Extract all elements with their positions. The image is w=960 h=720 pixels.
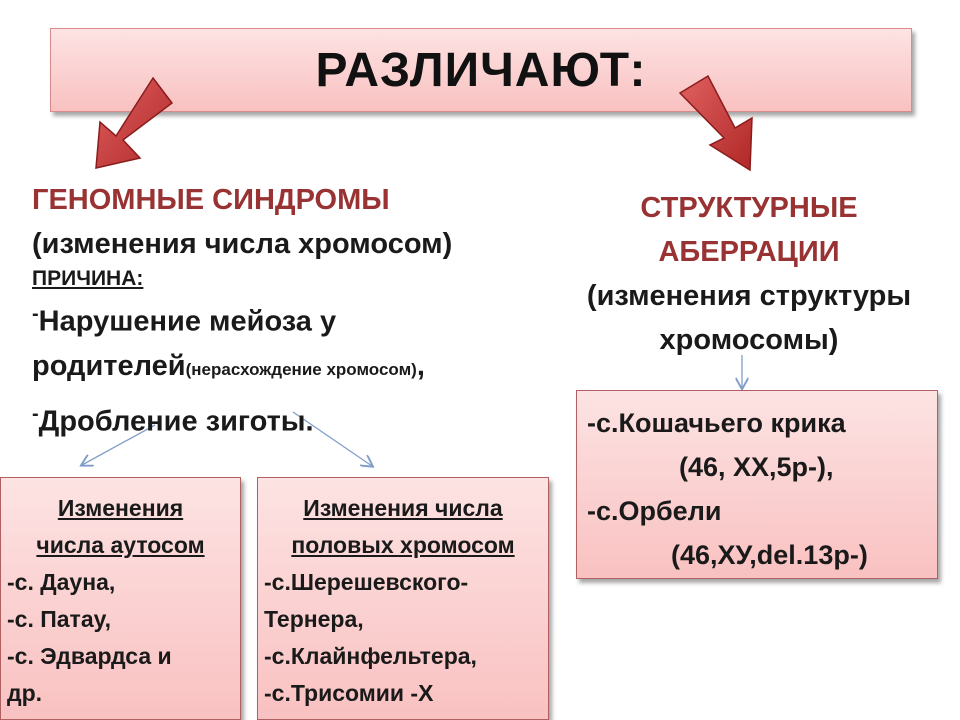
autosome-item: др. <box>7 680 43 706</box>
sex-item: -с.Клайнфельтера, <box>264 643 477 669</box>
arrow-left-icon <box>96 78 172 168</box>
bullet-zygote <box>32 392 572 444</box>
sex-item: -с.Трисомии -Х <box>264 680 434 706</box>
bullet-parents-note: (нерасхождение хромосом) <box>185 359 417 379</box>
autosome-heading-2: числа аутосом <box>36 532 205 558</box>
struct-item: -с.Кошачьего крика <box>587 408 846 438</box>
bullet-parents <box>32 344 572 392</box>
genomic-syndromes-block <box>32 178 572 443</box>
genomic-subtitle: (изменения числа хромосом) <box>32 228 453 260</box>
autosome-item: -с. Дауна, <box>7 569 116 595</box>
bullet-meiosis <box>32 292 572 344</box>
arrow-right-icon <box>680 76 752 170</box>
bullet-dash: - <box>32 402 39 425</box>
autosome-heading-1: Изменения <box>57 495 184 521</box>
structural-subtitle-2: хромосомы) <box>659 324 839 356</box>
bullet-meiosis-text: Нарушение мейоза у <box>38 305 337 338</box>
structural-heading-2: АБЕРРАЦИИ <box>658 236 840 268</box>
bullet-zygote-text: Дробление зиготы. <box>38 405 314 438</box>
sex-chromosome-changes-box <box>257 477 549 720</box>
genomic-heading: ГЕНОМНЫЕ СИНДРОМЫ <box>32 184 390 216</box>
sex-heading-1: Изменения числа <box>303 495 503 521</box>
structural-examples-box <box>576 390 938 579</box>
structural-heading-1: СТРУКТУРНЫЕ <box>640 192 858 224</box>
sex-heading-2: половых хромосом <box>291 532 515 558</box>
bullet-parents-text: родителей <box>32 349 186 382</box>
sex-item: -с.Шерешевского- <box>264 569 469 595</box>
structural-subtitle-1: (изменения структуры <box>586 280 912 312</box>
autosome-changes-box <box>0 477 241 720</box>
bullet-parents-comma: , <box>416 349 425 382</box>
cause-label-row <box>32 266 572 292</box>
struct-item: (46,ХУ,del.13р-) <box>671 540 868 570</box>
autosome-item: -с. Эдвардса и <box>7 643 172 669</box>
struct-item: (46, ХХ,5р-), <box>679 452 834 482</box>
struct-item: -с.Орбели <box>587 496 722 526</box>
structural-aberrations-block <box>548 186 950 362</box>
bullet-dash: - <box>32 303 39 325</box>
sex-item: Тернера, <box>264 606 364 632</box>
autosome-item: -с. Патау, <box>7 606 112 632</box>
page-title: РАЗЛИЧАЮТ: <box>315 43 647 97</box>
cause-label: ПРИЧИНА: <box>32 267 144 290</box>
